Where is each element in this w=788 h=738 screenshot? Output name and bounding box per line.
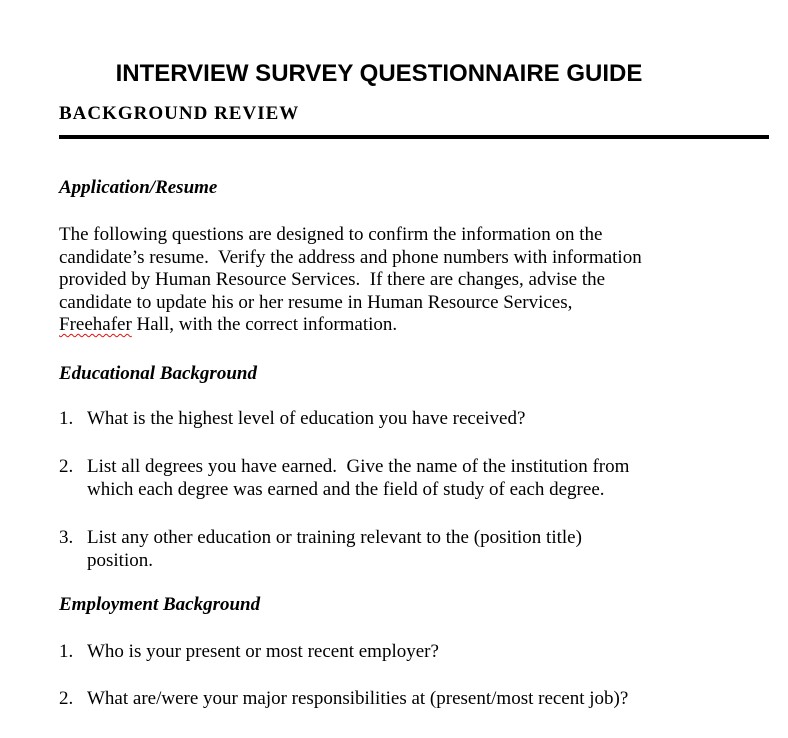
- paragraph-line: provided by Human Resource Services. If there are changes, advise the: [59, 269, 606, 290]
- background-review-heading: BACKGROUND REVIEW: [59, 103, 300, 124]
- paragraph-line: candidate to update his or her resume in Human Resource Services,: [59, 291, 573, 313]
- list-item: [59, 688, 769, 711]
- list-item-text: [87, 456, 769, 501]
- list-item-number: 3.: [59, 527, 74, 548]
- paragraph-line-rest: Hall, with the correct information.: [131, 314, 398, 335]
- document-title: INTERVIEW SURVEY QUESTIONNAIRE GUIDE: [115, 60, 643, 87]
- list-item-text: [87, 527, 769, 572]
- list-item: [59, 408, 769, 431]
- list-item-number: 1.: [59, 407, 74, 429]
- application-paragraph: [59, 224, 769, 337]
- list-item-number: 1.: [59, 641, 74, 662]
- list-item: [59, 641, 769, 664]
- application-resume-heading: Application/Resume: [59, 177, 218, 198]
- list-item-line: What is the highest level of education you have received?: [87, 407, 526, 429]
- employment-background-heading: Employment Background: [59, 594, 261, 615]
- educational-background-heading: Educational Background: [59, 362, 257, 384]
- section-divider: [59, 135, 769, 139]
- list-item-text: [87, 688, 769, 711]
- list-item-text: [87, 408, 769, 431]
- employment-question-list: [59, 641, 769, 710]
- paragraph-line: candidate’s resume. Verify the address and phone numbers with information: [59, 246, 642, 268]
- list-item-line: Who is your present or most recent employer?: [87, 641, 439, 662]
- educational-question-list: [59, 408, 769, 573]
- list-item-line: position.: [87, 549, 153, 571]
- list-item-line: What are/were your major responsibilities at (present/most recent job)?: [87, 687, 629, 709]
- list-item-line: List all degrees you have earned. Give the name of the institution from: [87, 456, 630, 477]
- paragraph-line: The following questions are designed to confirm the information on the: [59, 224, 603, 245]
- list-item-number: 2.: [59, 456, 74, 477]
- list-item-line: List any other education or training relevant to the (position title): [87, 527, 582, 548]
- list-item-line: which each degree was earned and the field of study of each degree.: [87, 478, 605, 500]
- list-item-number: 2.: [59, 687, 74, 709]
- misspelled-word: Freehafer: [59, 314, 132, 335]
- list-item: [59, 527, 769, 572]
- paragraph-line: [59, 314, 769, 337]
- list-item: [59, 456, 769, 501]
- list-item-text: [87, 641, 769, 664]
